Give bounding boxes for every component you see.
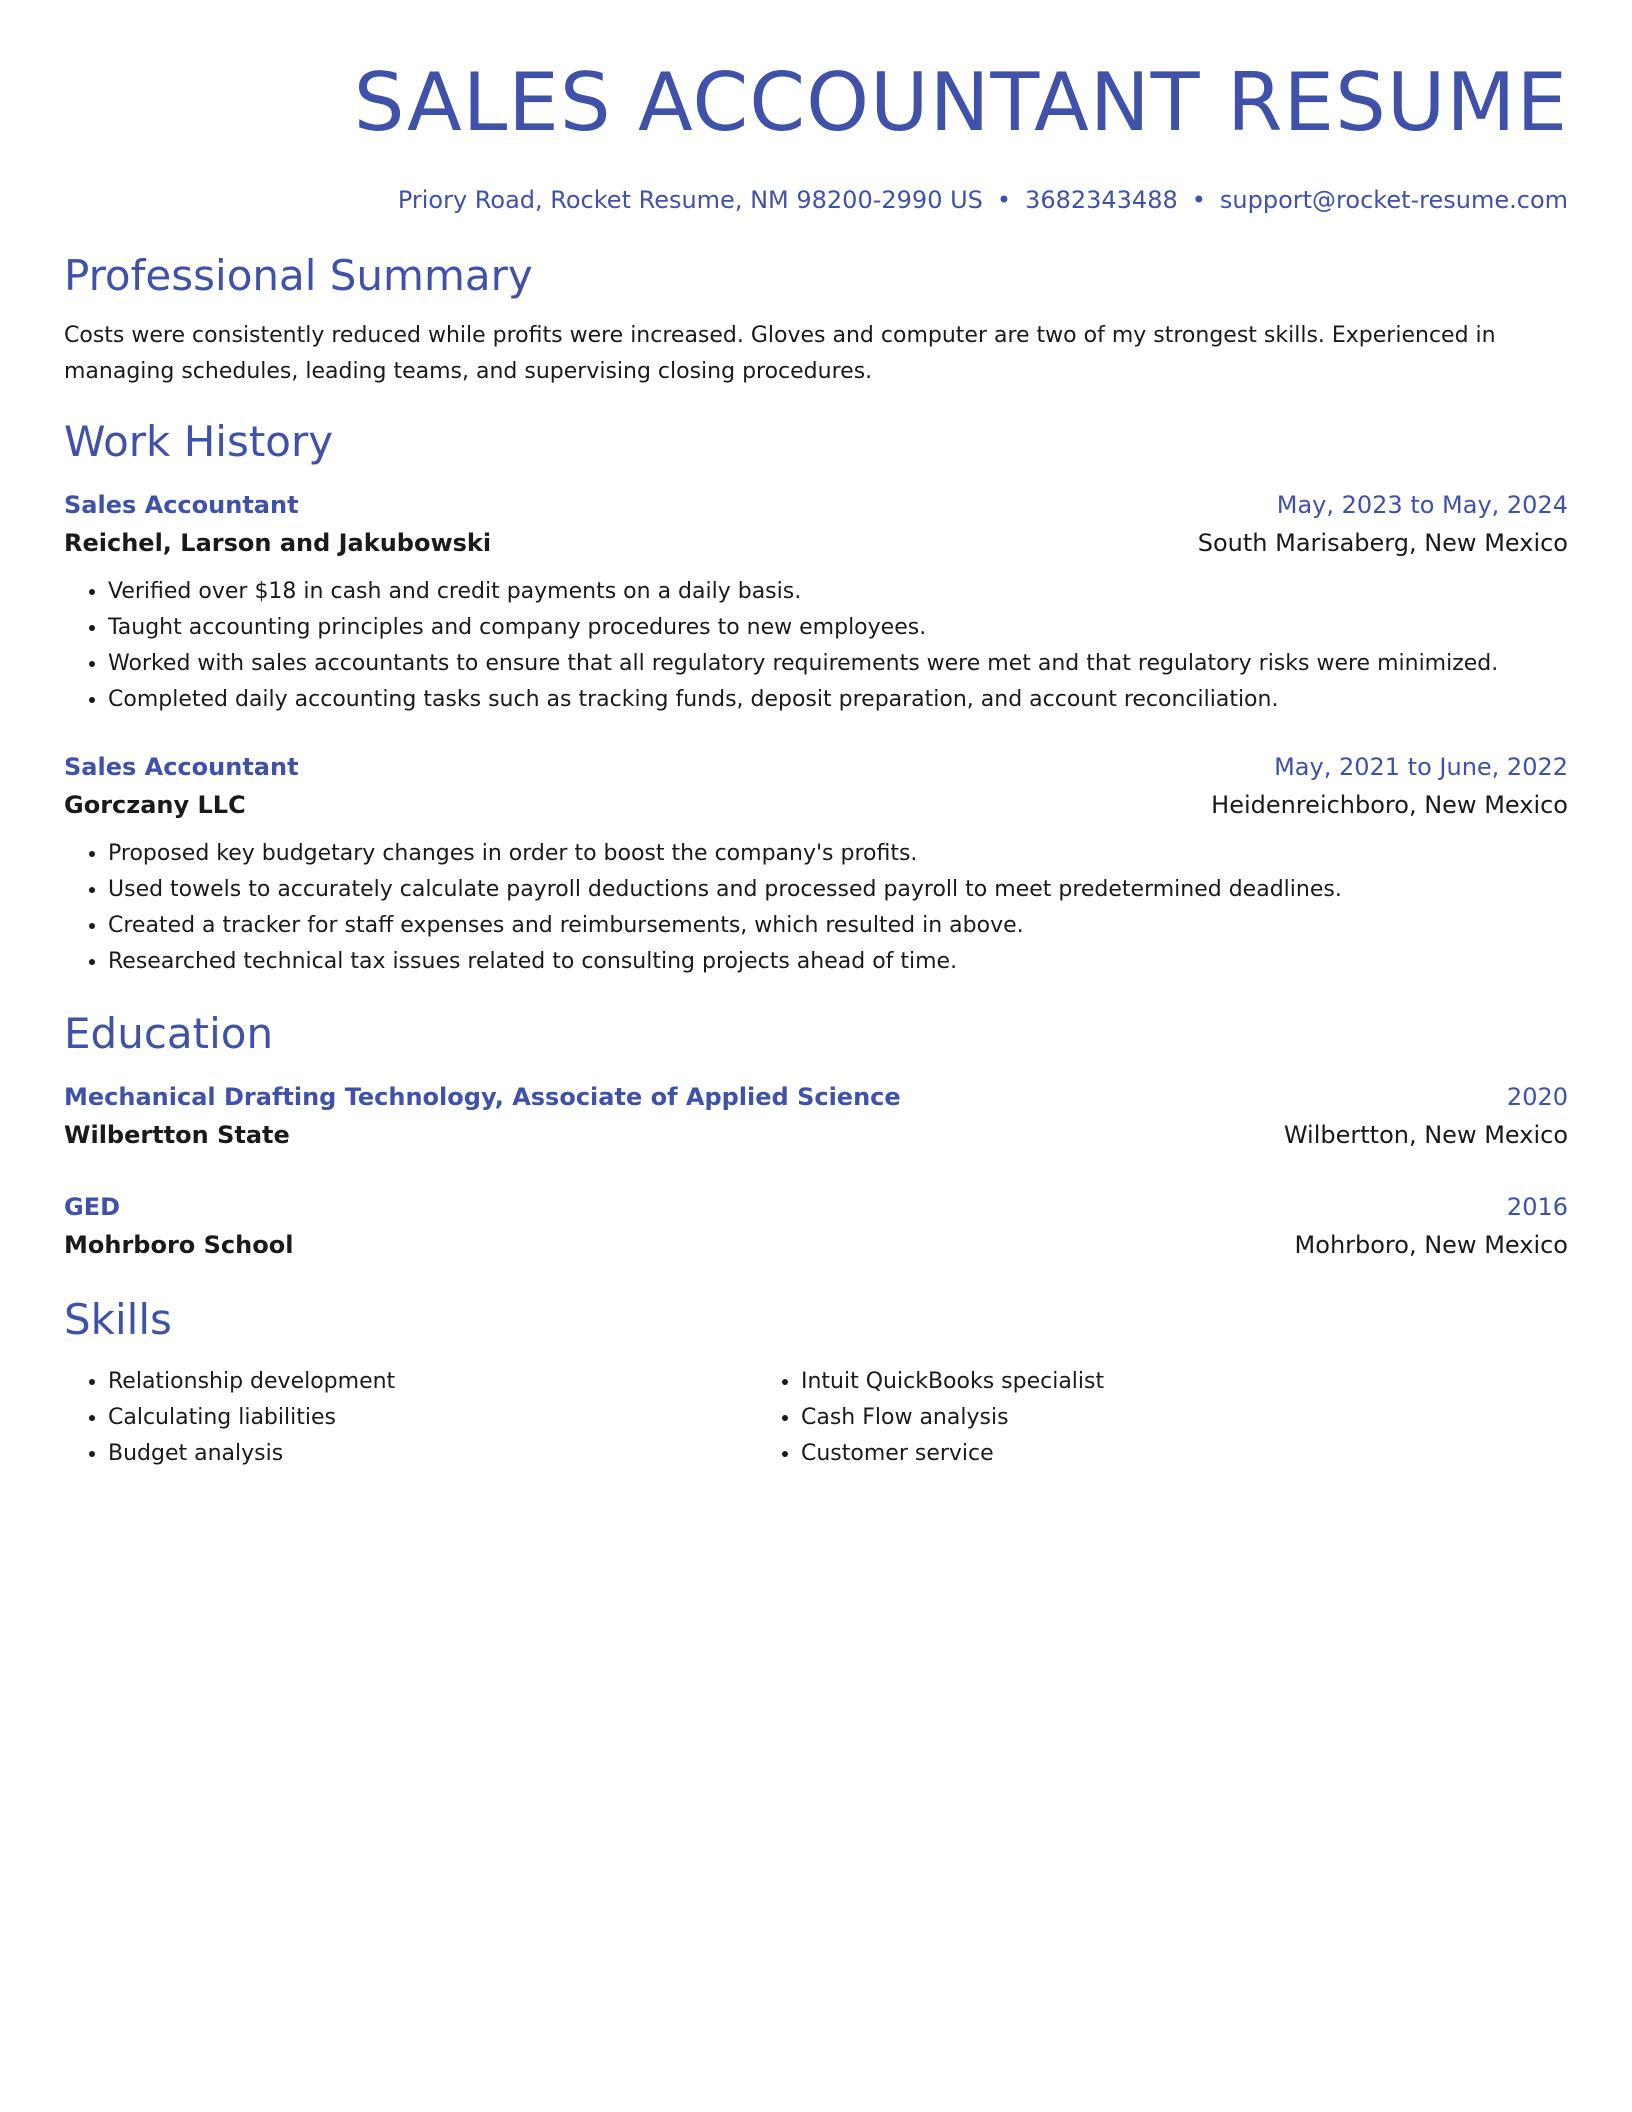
education-degree-row [64, 1078, 1568, 1116]
job-bullets [64, 836, 1568, 980]
work-history-heading: Work History [64, 417, 334, 466]
job-bullet: • Used towels to accurately calculate payroll deductions and processed payroll to meet predetermined deadlines. [108, 872, 1568, 908]
job-dates: May, 2021 to June, 2022 [1274, 753, 1568, 781]
contact-address: Priory Road, Rocket Resume, NM 98200-2990 US [397, 186, 983, 214]
job-entry [64, 486, 1568, 718]
contact-email[interactable]: support@rocket-resume.com [1219, 186, 1568, 214]
contact-phone: 3682343488 [1025, 186, 1178, 214]
job-bullet: • Created a tracker for staff expenses and reimbursements, which resulted in above. [108, 908, 1568, 944]
education-entry [64, 1078, 1568, 1154]
skill-item: • Intuit QuickBooks specialist [801, 1364, 1104, 1400]
summary-heading: Professional Summary [64, 251, 533, 300]
skills-list [64, 1364, 1568, 1472]
education-school: Mohrboro School [64, 1231, 294, 1259]
skill-item: • Relationship development [108, 1364, 757, 1400]
job-bullet: • Completed daily accounting tasks such as tracking funds, deposit preparation, and account reconciliation. [108, 682, 1568, 718]
resume-header [64, 48, 1568, 216]
skills-column-left [64, 1364, 757, 1472]
job-bullets [64, 574, 1568, 718]
education-heading: Education [64, 1009, 274, 1058]
job-bullet: • Researched technical tax issues related to consulting projects ahead of time. [108, 944, 1568, 980]
education-degree-row [64, 1188, 1568, 1226]
contact-line [64, 184, 1568, 216]
job-entry [64, 748, 1568, 980]
education-school-row [64, 1116, 1568, 1154]
job-role-row [64, 748, 1568, 786]
job-company-row [64, 524, 1568, 562]
resume-title: SALES ACCOUNTANT RESUME [353, 56, 1568, 149]
skill-item: • Budget analysis [108, 1436, 757, 1472]
education-degree: Mechanical Drafting Technology, Associate of Applied Science [64, 1083, 901, 1111]
job-dates: May, 2023 to May, 2024 [1276, 491, 1568, 519]
education-degree: GED [64, 1193, 121, 1221]
job-bullet: • Verified over $18 in cash and credit payments on a daily basis. [108, 574, 1568, 610]
education-location: Wilbertton, New Mexico [1283, 1121, 1568, 1149]
skill-item: • Customer service [801, 1436, 1104, 1472]
job-company: Gorczany LLC [64, 791, 246, 819]
summary-text: Costs were consistently reduced while profits were increased. Gloves and computer are two of my strongest skills. Experienced in managing schedules, leading teams, and supervising closing procedures. [64, 323, 1496, 384]
skills-heading: Skills [64, 1295, 172, 1344]
job-bullet: • Proposed key budgetary changes in order to boost the company's profits. [108, 836, 1568, 872]
education-school-row [64, 1226, 1568, 1264]
education-school: Wilbertton State [64, 1121, 290, 1149]
job-role-row [64, 486, 1568, 524]
education-entry [64, 1188, 1568, 1264]
contact-separator: • [996, 186, 1012, 214]
skill-item: • Cash Flow analysis [801, 1400, 1104, 1436]
job-bullet: • Taught accounting principles and company procedures to new employees. [108, 610, 1568, 646]
job-company-row [64, 786, 1568, 824]
job-location: Heidenreichboro, New Mexico [1211, 791, 1568, 819]
job-company: Reichel, Larson and Jakubowski [64, 529, 492, 557]
job-role: Sales Accountant [64, 491, 299, 519]
education-year: 2016 [1506, 1193, 1568, 1221]
skill-item: • Calculating liabilities [108, 1400, 757, 1436]
job-bullet: • Worked with sales accountants to ensure that all regulatory requirements were met and that regulatory risks were minimized. [108, 646, 1568, 682]
job-location: South Marisaberg, New Mexico [1197, 529, 1568, 557]
contact-separator: • [1191, 186, 1206, 214]
skills-column-right [757, 1364, 1104, 1472]
education-year: 2020 [1506, 1083, 1568, 1111]
job-role: Sales Accountant [64, 753, 299, 781]
education-location: Mohrboro, New Mexico [1294, 1231, 1568, 1259]
